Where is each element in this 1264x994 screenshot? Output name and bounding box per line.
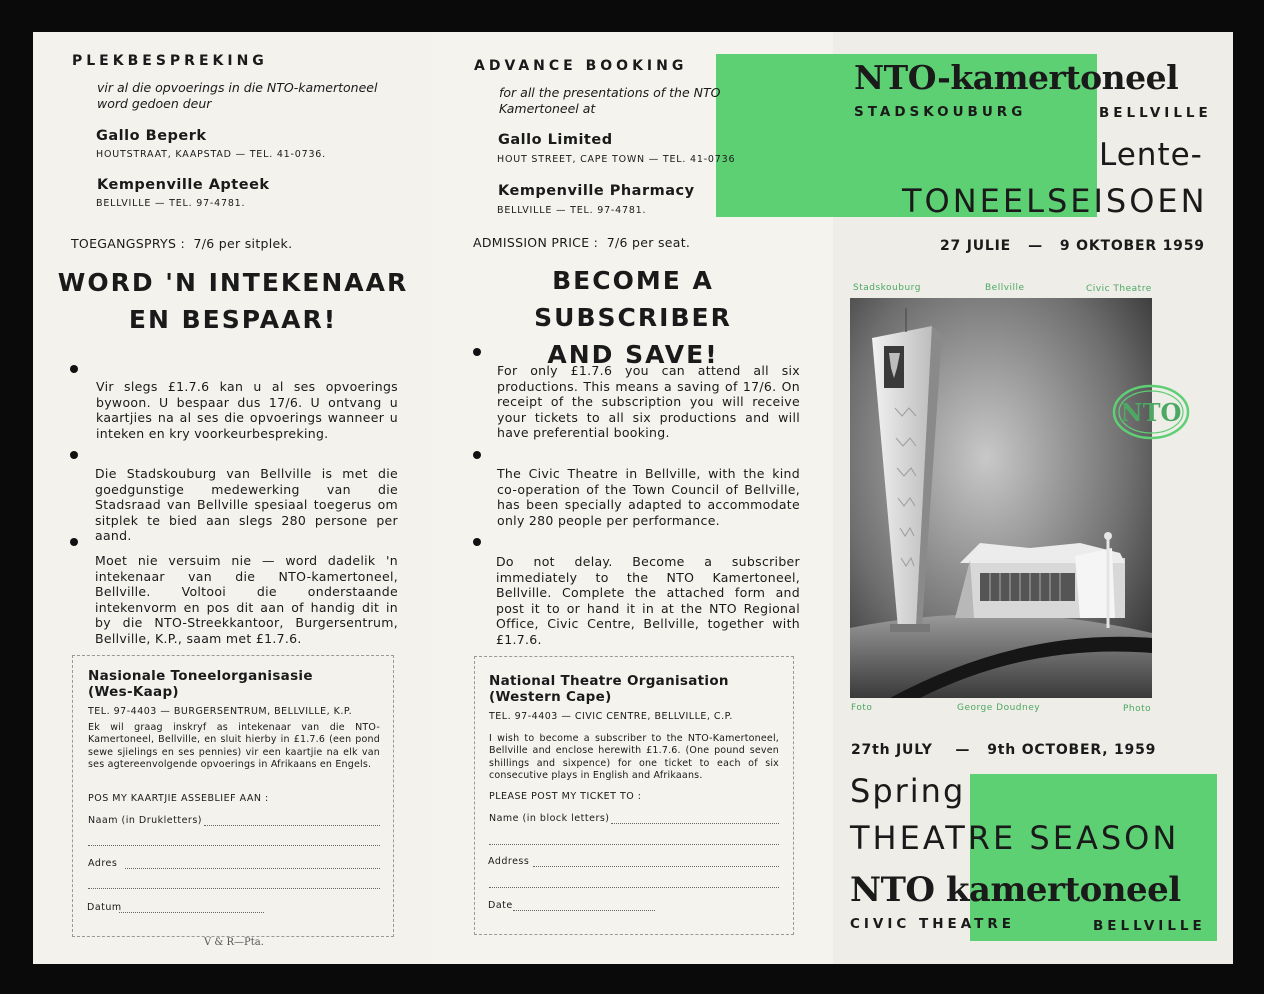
- plekbespreking-title: PLEKBESPREKING: [72, 53, 268, 69]
- venue-af: STADSKOUBURG: [854, 104, 1027, 120]
- bullet-icon: [473, 348, 481, 356]
- form-title: [88, 668, 388, 700]
- bullet-text-3: Moet nie versuim nie — word dadelik 'n intekenaar van die NTO-kamertoneel, Bellville. Voltooi die onderstaande intekenvorm en pos dit aan of handig dit in by die NTO-Streekkantoor, Burgersentrum, Bellville, K.P., saam met £1.7.6.: [95, 553, 398, 646]
- afrikaans-panel: [33, 32, 433, 964]
- headline-line1: BECOME A SUBSCRIBER: [534, 266, 732, 332]
- headline-line2: AND SAVE!: [547, 340, 719, 369]
- photo-credit-mid: George Doudney: [957, 703, 1041, 713]
- form-tel: TEL. 97-4403 — BURGERSENTRUM, BELLVILLE, K.P.: [88, 706, 353, 717]
- price-value: 7/6 per seat.: [606, 235, 691, 250]
- date-field[interactable]: [119, 911, 264, 913]
- season-en-line2: THEATRE SEASON: [850, 819, 1180, 857]
- date-start: 27 JULIE: [940, 238, 1012, 254]
- date-field-label: Datum: [87, 902, 122, 913]
- bullet-text-3: Do not delay. Become a subscriber immediately to the NTO Kamertoneel, Bellville. Complete the attached form and post it to or hand it in at the NTO Regional Office, Civic Centre, Bellville, together with £1.7.6.: [496, 554, 800, 647]
- booking-intro: vir al die opvoerings in die NTO-kamertoneel word gedoen deur: [97, 80, 378, 111]
- form-text: Ek wil graag inskryf as intekenaar van die NTO-Kamertoneel, Bellville, en sluit hierby in £1.7.6 (een pond sewe sjielings en ses pennies) vir een kaartjie na elk van ses agtereenvolgende opvoerings in Afrikaans en Engels.: [88, 722, 380, 770]
- theatre-photo: [850, 298, 1152, 698]
- bullet-icon: [70, 451, 78, 459]
- form-title: [489, 673, 789, 705]
- subscription-form-af: [72, 655, 394, 937]
- address-field-line2[interactable]: [88, 887, 380, 889]
- price-label: ADMISSION PRICE :: [473, 235, 599, 250]
- bullet-text-2: The Civic Theatre in Bellville, with the kind co-operation of the Town Council of Bellville, has been specially adapted to accommodate only 280 people per performance.: [497, 466, 800, 528]
- form-title-line1: Nasionale Toneelorganisasie: [88, 668, 313, 684]
- name-field-label: Naam (in Drukletters): [88, 815, 202, 826]
- brand-title-top: NTO-kamertoneel: [854, 58, 1179, 97]
- logo-text: NTO: [1120, 398, 1182, 427]
- admission-price: [71, 236, 292, 251]
- form-title-line2: (Western Cape): [489, 689, 612, 705]
- address-field[interactable]: [533, 865, 779, 867]
- dates-en: [851, 742, 1156, 758]
- date-start: 27th JULY: [851, 742, 933, 758]
- photo-caption-left: Stadskouburg: [853, 283, 921, 293]
- subscribe-headline: [453, 262, 813, 373]
- address-field-label: Adres: [88, 858, 118, 869]
- form-text: I wish to become a subscriber to the NTO-Kamertoneel, Bellville and enclose herewith £1.7.6. (One pound seven shillings and sixpence) for one ticket to each of six consecutive plays in English and Afrikaans.: [489, 733, 779, 781]
- bullet-icon: [70, 365, 78, 373]
- brand-title-bottom: NTO kamertoneel: [850, 870, 1181, 910]
- vendor2-address: BELLVILLE — TEL. 97-4781.: [96, 198, 246, 209]
- date-dash: —: [1028, 238, 1043, 254]
- nto-logo-icon: [1112, 384, 1190, 440]
- advance-booking-title: ADVANCE BOOKING: [474, 58, 688, 74]
- subscribe-headline: [53, 264, 413, 338]
- vendor2-name: Kempenville Pharmacy: [498, 183, 695, 199]
- price-label: TOEGANGSPRYS :: [71, 236, 185, 251]
- photo-caption-right: Civic Theatre: [1086, 284, 1152, 294]
- vendor2-name: Kempenville Apteek: [97, 177, 270, 193]
- name-field[interactable]: [611, 822, 779, 824]
- city-label: BELLVILLE: [1099, 105, 1212, 121]
- venue-en: CIVIC THEATRE: [850, 916, 1015, 932]
- vendor2-address: BELLVILLE — TEL. 97-4781.: [497, 205, 647, 216]
- name-field-line2[interactable]: [88, 844, 380, 846]
- form-tel: TEL. 97-4403 — CIVIC CENTRE, BELLVILLE, C.P.: [489, 711, 733, 722]
- bullet-icon: [473, 538, 481, 546]
- vendor1-address: HOUT STREET, CAPE TOWN — TEL. 41-0736: [497, 154, 736, 165]
- booking-intro: for all the presentations of the NTO Kamertoneel at: [499, 85, 721, 116]
- bullet-text-2: Die Stadskouburg van Bellville is met die goedgunstige medewerking van die Stadsraad van Bellville spesiaal toegerus om sitplek te bied aan slegs 280 persone per aand.: [95, 466, 398, 544]
- english-panel: [433, 32, 833, 964]
- brochure-sheet: [33, 32, 1233, 964]
- price-value: 7/6 per sitplek.: [193, 236, 293, 251]
- green-block-overflow: [716, 54, 833, 217]
- date-dash: —: [955, 742, 971, 758]
- photo-credit-left: Foto: [851, 703, 873, 713]
- season-af-line2: TONEELSEISOEN: [902, 182, 1208, 220]
- form-post-label: PLEASE POST MY TICKET TO :: [489, 791, 642, 802]
- name-field-line2[interactable]: [489, 843, 779, 845]
- form-title-line1: National Theatre Organisation: [489, 673, 729, 689]
- address-field[interactable]: [125, 867, 380, 869]
- admission-price: [473, 235, 690, 250]
- address-field-label: Address: [488, 856, 530, 867]
- form-post-label: POS MY KAARTJIE ASSEBLIEF AAN :: [88, 793, 269, 804]
- bullet-text-1: Vir slegs £1.7.6 kan u al ses opvoerings bywoon. U bespaar dus 17/6. U ontvang u kaartjies na al ses die opvoerings wanneer u inteken en kry voorkeurbespreking.: [96, 379, 398, 441]
- cover-panel: [833, 32, 1233, 964]
- city-label-bottom: BELLVILLE: [1093, 918, 1206, 934]
- address-field-line2[interactable]: [489, 886, 779, 888]
- name-field[interactable]: [204, 824, 380, 826]
- date-field-label: Date: [488, 900, 513, 911]
- photo-caption-mid: Bellville: [985, 283, 1025, 293]
- printer-credit: V & R—Pta.: [204, 937, 264, 948]
- season-af-line1: Lente-: [1099, 137, 1203, 173]
- headline-line2: EN BESPAAR!: [128, 305, 338, 334]
- bullet-text-1: For only £1.7.6 you can attend all six productions. This means a saving of 17/6. On receipt of the subscription you will receive your tickets to all six productions and will have preferential booking.: [497, 363, 800, 441]
- form-title-line2: (Wes-Kaap): [88, 684, 179, 700]
- season-en-line1: Spring: [850, 772, 966, 810]
- date-end: 9 OKTOBER 1959: [1059, 238, 1205, 254]
- vendor1-name: Gallo Limited: [498, 132, 613, 148]
- vendor1-name: Gallo Beperk: [96, 128, 207, 144]
- vendor1-address: HOUTSTRAAT, KAAPSTAD — TEL. 41-0736.: [96, 149, 326, 160]
- date-field[interactable]: [513, 909, 655, 911]
- name-field-label: Name (in block letters): [489, 813, 610, 824]
- bullet-icon: [70, 538, 78, 546]
- headline-line1: WORD 'N INTEKENAAR: [57, 268, 409, 297]
- photo-credit-right: Photo: [1123, 704, 1152, 714]
- dates-af: [940, 238, 1205, 254]
- bullet-icon: [473, 451, 481, 459]
- date-end: 9th OCTOBER, 1959: [987, 742, 1157, 758]
- subscription-form-en: [474, 656, 794, 935]
